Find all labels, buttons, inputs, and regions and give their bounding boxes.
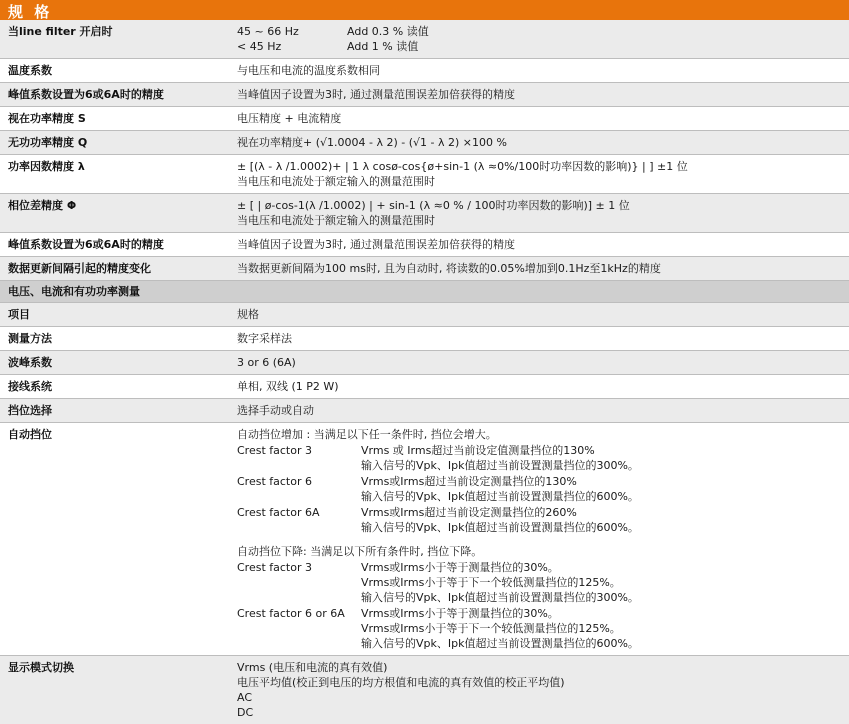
crest-line: Vrms或Irms小于等于测量挡位的30%。 bbox=[361, 606, 843, 621]
value-line: 电压平均值(校正到电压的均方根值和电流的真有效值的校正平均值) bbox=[237, 675, 843, 690]
table-row bbox=[0, 59, 849, 83]
table-row bbox=[0, 257, 849, 281]
value-line: 视在功率精度+ (√1.0004 - λ 2) - (√1 - λ 2) ×100 % bbox=[237, 135, 843, 150]
autorange-up-title: 自动挡位增加 : 当满足以下任一条件时, 挡位会增大。 bbox=[237, 427, 843, 442]
crest-value bbox=[361, 606, 843, 651]
value-pair bbox=[237, 39, 843, 54]
crest-line: Vrms或Irms超过当前设定测量挡位的260% bbox=[361, 505, 843, 520]
crest-key: Crest factor 3 bbox=[237, 560, 361, 605]
value-line: 电压精度 + 电流精度 bbox=[237, 111, 843, 126]
crest-line: 输入信号的Vpk、Ipk值超过当前设置测量挡位的300%。 bbox=[361, 590, 843, 605]
row-value bbox=[229, 375, 849, 399]
value-line: AC bbox=[237, 690, 843, 705]
spacer bbox=[237, 535, 843, 544]
crest-value bbox=[361, 560, 843, 605]
row-label: 温度系数 bbox=[0, 59, 229, 83]
table-row bbox=[0, 303, 849, 327]
row-label: 测量方法 bbox=[0, 327, 229, 351]
row-value bbox=[229, 194, 849, 233]
crest-line: Vrms或Irms超过当前设定测量挡位的130% bbox=[361, 474, 843, 489]
row-value bbox=[229, 327, 849, 351]
crest-group bbox=[237, 474, 843, 504]
row-label: 挡位选择 bbox=[0, 399, 229, 423]
crest-line: Vrms 或 Irms超过当前设定值测量挡位的130% bbox=[361, 443, 843, 458]
page-title: 规 格 bbox=[0, 0, 849, 20]
section-header-row bbox=[0, 281, 849, 303]
row-label: 峰值系数设置为6或6A时的精度 bbox=[0, 233, 229, 257]
table-row bbox=[0, 131, 849, 155]
table-row bbox=[0, 107, 849, 131]
crest-line: Vrms或Irms小于等于下一个较低测量挡位的125%。 bbox=[361, 575, 843, 590]
value-line: 当电压和电流处于额定输入的测量范围时 bbox=[237, 174, 843, 189]
table-row bbox=[0, 656, 849, 724]
table-row bbox=[0, 20, 849, 59]
crest-value bbox=[361, 505, 843, 535]
table-row bbox=[0, 351, 849, 375]
table-row bbox=[0, 399, 849, 423]
value-line: 与电压和电流的温度系数相同 bbox=[237, 63, 843, 78]
spec-table bbox=[0, 20, 849, 724]
row-label: 当line filter 开启时 bbox=[0, 20, 229, 59]
row-label: 功率因数精度 λ bbox=[0, 155, 229, 194]
value-line: 数字采样法 bbox=[237, 331, 843, 346]
value-line: 当数据更新间隔为100 ms时, 且为自动时, 将读数的0.05%增加到0.1Hz至1kHz的精度 bbox=[237, 261, 843, 276]
value-line: ± [(λ - λ /1.0002)+ | 1 λ cosø-cos{ø+sin-1 (λ ≈0%/100时功率因数的影响)} | ] ±1 位 bbox=[237, 159, 843, 174]
row-label: 无功功率精度 Q bbox=[0, 131, 229, 155]
pair-key: 45 ~ 66 Hz bbox=[237, 24, 347, 39]
crest-key: Crest factor 3 bbox=[237, 443, 361, 473]
spec-table-body bbox=[0, 20, 849, 724]
row-value bbox=[229, 59, 849, 83]
pair-value: Add 0.3 % 读值 bbox=[347, 24, 843, 39]
section-title: 电压、电流和有功功率测量 bbox=[0, 281, 229, 303]
value-line: 3 or 6 (6A) bbox=[237, 355, 843, 370]
crest-value bbox=[361, 474, 843, 504]
pair-value: Add 1 % 读值 bbox=[347, 39, 843, 54]
value-line: 当峰值因子设置为3时, 通过测量范围误差加倍获得的精度 bbox=[237, 237, 843, 252]
value-line: ± [ | ø-cos-1(λ /1.0002) | + sin-1 (λ ≈0 % / 100时功率因数的影响)] ± 1 位 bbox=[237, 198, 843, 213]
table-row bbox=[0, 83, 849, 107]
crest-line: 输入信号的Vpk、Ipk值超过当前设置测量挡位的300%。 bbox=[361, 458, 843, 473]
crest-value bbox=[361, 443, 843, 473]
crest-key: Crest factor 6 bbox=[237, 474, 361, 504]
row-label: 视在功率精度 S bbox=[0, 107, 229, 131]
row-value bbox=[229, 257, 849, 281]
autorange-down-title: 自动挡位下降: 当满足以下所有条件时, 挡位下降。 bbox=[237, 544, 843, 559]
row-label: 波峰系数 bbox=[0, 351, 229, 375]
row-value bbox=[229, 351, 849, 375]
row-value bbox=[229, 20, 849, 59]
row-label: 相位差精度 Φ bbox=[0, 194, 229, 233]
row-value bbox=[229, 656, 849, 724]
pair-key: < 45 Hz bbox=[237, 39, 347, 54]
row-value bbox=[229, 399, 849, 423]
value-line: 单相, 双线 (1 P2 W) bbox=[237, 379, 843, 394]
crest-key: Crest factor 6 or 6A bbox=[237, 606, 361, 651]
crest-line: Vrms或Irms小于等于下一个较低测量挡位的125%。 bbox=[361, 621, 843, 636]
row-value bbox=[229, 107, 849, 131]
crest-group bbox=[237, 443, 843, 473]
table-row bbox=[0, 155, 849, 194]
value-line: 规格 bbox=[237, 307, 843, 322]
crest-key: Crest factor 6A bbox=[237, 505, 361, 535]
row-value bbox=[229, 155, 849, 194]
row-label: 项目 bbox=[0, 303, 229, 327]
crest-group bbox=[237, 505, 843, 535]
crest-line: Vrms或Irms小于等于测量挡位的30%。 bbox=[361, 560, 843, 575]
value-line: 当电压和电流处于额定输入的测量范围时 bbox=[237, 213, 843, 228]
value-pair bbox=[237, 24, 843, 39]
row-label: 接线系统 bbox=[0, 375, 229, 399]
row-label: 数据更新间隔引起的精度变化 bbox=[0, 257, 229, 281]
table-row bbox=[0, 375, 849, 399]
section-title-spacer bbox=[229, 281, 849, 303]
row-value bbox=[229, 233, 849, 257]
value-line: 选择手动或自动 bbox=[237, 403, 843, 418]
value-line: Vrms (电压和电流的真有效值) bbox=[237, 660, 843, 675]
crest-group bbox=[237, 560, 843, 605]
crest-line: 输入信号的Vpk、Ipk值超过当前设置测量挡位的600%。 bbox=[361, 489, 843, 504]
crest-line: 输入信号的Vpk、Ipk值超过当前设置测量挡位的600%。 bbox=[361, 636, 843, 651]
row-label: 显示模式切换 bbox=[0, 656, 229, 724]
crest-line: 输入信号的Vpk、Ipk值超过当前设置测量挡位的600%。 bbox=[361, 520, 843, 535]
row-label: 自动挡位 bbox=[0, 423, 229, 656]
table-row bbox=[0, 194, 849, 233]
row-value bbox=[229, 423, 849, 656]
table-row bbox=[0, 327, 849, 351]
value-line: 当峰值因子设置为3时, 通过测量范围误差加倍获得的精度 bbox=[237, 87, 843, 102]
row-value bbox=[229, 83, 849, 107]
table-row-autorange bbox=[0, 423, 849, 656]
row-value bbox=[229, 303, 849, 327]
table-row bbox=[0, 233, 849, 257]
row-value bbox=[229, 131, 849, 155]
row-label: 峰值系数设置为6或6A时的精度 bbox=[0, 83, 229, 107]
crest-group bbox=[237, 606, 843, 651]
value-line: DC bbox=[237, 705, 843, 720]
